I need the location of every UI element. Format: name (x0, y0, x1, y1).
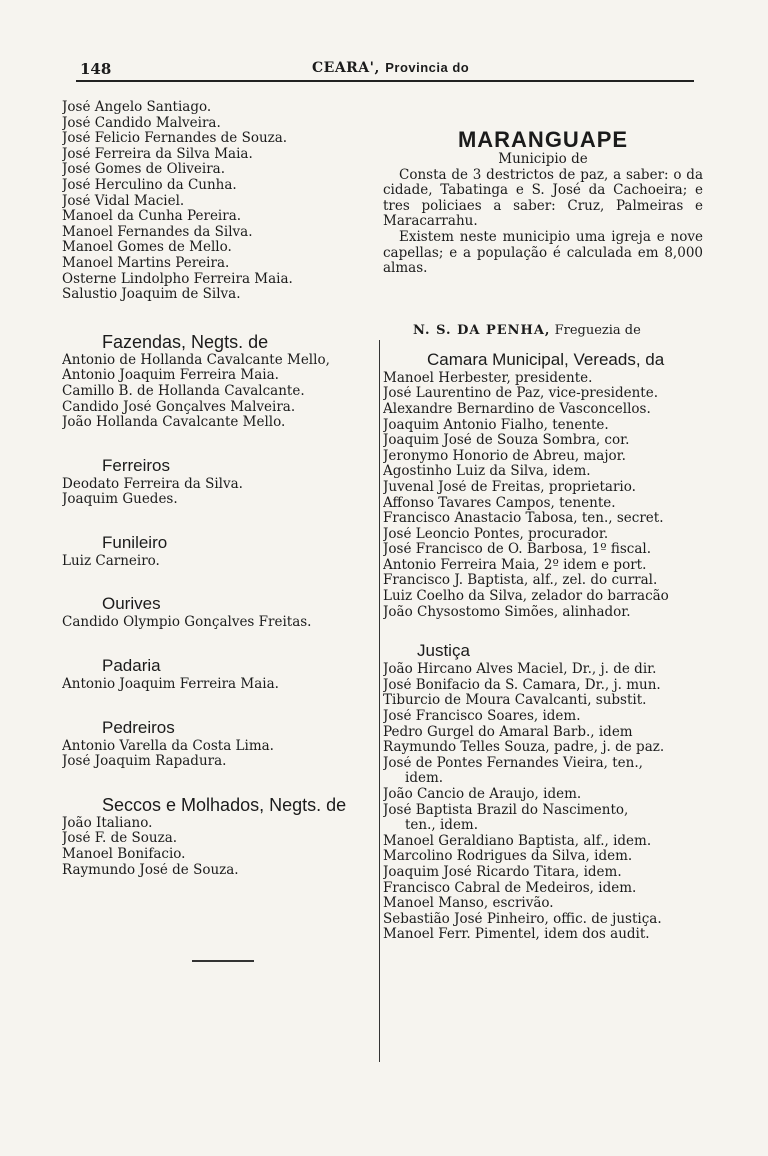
page-number: 148 (80, 60, 112, 78)
list-item: José Felicio Fernandes de Souza. (62, 131, 288, 147)
section-heading: Pedreiros (102, 717, 175, 737)
parish-name: N. S. DA PENHA, (413, 322, 551, 338)
list-item: Juvenal José de Freitas, proprietario. (383, 479, 636, 495)
town-paragraph-2: Existem neste municipio uma igreja e nove capellas; e a população é calculada em 8,000 almas. (383, 228, 703, 277)
list-item: Manoel Fernandes da Silva. (62, 224, 253, 240)
list-item: João Chysostomo Simões, alinhador. (383, 604, 631, 620)
list-item: Manoel Martins Pereira. (62, 255, 230, 271)
list-item: João Italiano. (62, 815, 153, 831)
list-item: Francisco Anastacio Tabosa, ten., secret. (383, 511, 664, 527)
list-item: José Vidal Maciel. (62, 193, 185, 209)
list-item: Sebastião José Pinheiro, offic. de justiça. (383, 911, 662, 927)
list-item: idem. (405, 771, 444, 787)
list-item: José Gomes de Oliveira. (62, 162, 226, 178)
list-item: Manoel Gomes de Mello. (62, 240, 232, 256)
list-item: Antonio Varella da Costa Lima. (62, 738, 274, 754)
intro-names-list (62, 100, 380, 303)
section-heading: Justiça (417, 641, 470, 661)
section-pedreiros (62, 717, 380, 770)
running-title-main: CEARA', (312, 60, 380, 76)
list-item: Jeronymo Honorio de Abreu, major. (383, 448, 626, 464)
list-item: Joaquim Antonio Fialho, tenente. (383, 417, 609, 433)
list-item: Manoel Ferr. Pimentel, idem dos audit. (383, 927, 650, 943)
section-justica (383, 640, 703, 943)
right-column (383, 128, 703, 943)
header-rule (76, 80, 694, 82)
list-item: José Joaquim Rapadura. (62, 754, 227, 770)
section-ferreiros (62, 455, 380, 508)
list-item: Osterne Lindolpho Ferreira Maia. (62, 271, 293, 287)
list-item: Francisco Cabral de Medeiros, idem. (383, 880, 637, 896)
section-funileiro (62, 532, 380, 570)
section-heading: Ourives (102, 594, 161, 614)
list-item: José Francisco Soares, idem. (383, 709, 581, 725)
list-item: José Ferreira da Silva Maia. (62, 146, 253, 162)
section-heading: Seccos e Molhados, Negts. de (102, 794, 347, 815)
column-divider (379, 340, 380, 1062)
list-item: José Bonifacio da S. Camara, Dr., j. mun. (383, 677, 661, 693)
list-item: José Francisco de O. Barbosa, 1º fiscal. (383, 542, 652, 558)
list-item: Raymundo José de Souza. (62, 862, 239, 878)
section-heading: Ferreiros (102, 455, 171, 475)
list-item: Antonio Joaquim Ferreira Maia. (62, 368, 279, 384)
list-item: Agostinho Luiz da Silva, idem. (383, 464, 591, 480)
list-item: Candido Olympio Gonçalves Freitas. (62, 615, 312, 631)
list-item: Pedro Gurgel do Amaral Barb., idem (383, 724, 633, 740)
list-item: José Laurentino de Paz, vice-presidente. (383, 386, 659, 402)
list-item: José Angelo Santiago. (62, 100, 212, 115)
list-item: Deodato Ferreira da Silva. (62, 476, 243, 492)
list-item: Joaquim José de Souza Sombra, cor. (383, 433, 630, 449)
list-item: Alexandre Bernardino de Vasconcellos. (383, 401, 651, 417)
town-title: MARANGUAPE (457, 127, 629, 152)
list-item: José F. de Souza. (62, 831, 178, 847)
section-heading: Camara Municipal, Vereads, da (427, 349, 665, 369)
list-item: Antonio de Hollanda Cavalcante Mello, (62, 352, 330, 368)
list-item: Candido José Gonçalves Malveira. (62, 399, 296, 415)
section-seccos-molhados (62, 794, 380, 878)
list-item: Manoel Geraldiano Baptista, alf., idem. (383, 833, 652, 849)
list-item: Antonio Ferreira Maia, 2º idem e port. (383, 557, 647, 573)
section-heading: Funileiro (102, 532, 168, 552)
list-item: Luiz Carneiro. (62, 553, 160, 569)
section-padaria (62, 655, 380, 693)
running-title (312, 60, 469, 76)
list-item: José Candido Malveira. (62, 115, 221, 131)
list-item: Raymundo Telles Souza, padre, j. de paz. (383, 740, 665, 756)
list-item: Tiburcio de Moura Cavalcanti, substit. (383, 693, 647, 709)
list-item: Salustio Joaquim de Silva. (62, 287, 241, 303)
list-item: Camillo B. de Hollanda Cavalcante. (62, 383, 305, 399)
section-fazendas (62, 331, 380, 431)
list-item: José Herculino da Cunha. (62, 177, 237, 193)
end-rule (192, 960, 254, 962)
list-item: Affonso Tavares Campos, tenente. (383, 495, 616, 511)
section-camara (383, 349, 703, 621)
list-item: Manoel Manso, escrivão. (383, 896, 554, 912)
left-column (62, 100, 380, 878)
list-item: João Hollanda Cavalcante Mello. (62, 415, 286, 431)
town-subtitle: Municipio de (498, 151, 588, 167)
section-ourives (62, 593, 380, 631)
list-item: José Leoncio Pontes, procurador. (383, 526, 609, 542)
list-item: João Cancio de Araujo, idem. (383, 787, 582, 802)
list-item: Luiz Coelho da Silva, zelador do barracão (383, 589, 669, 605)
list-item: Manoel Bonifacio. (62, 847, 186, 863)
list-item: Joaquim José Ricardo Titara, idem. (383, 864, 622, 880)
town-paragraph-1: Consta de 3 destrictos de paz, a saber: o da cidade, Tabatinga e S. José da Cachoeira; e tres policiaes a saber: Cruz, Palmeiras e Maracarrahu. (383, 166, 703, 230)
list-item: José Baptista Brazil do Nascimento, (383, 802, 629, 818)
list-item: Manoel Herbester, presidente. (383, 370, 593, 386)
list-item: Francisco J. Baptista, alf., zel. do curral. (383, 573, 658, 589)
section-heading: Fazendas, Negts. de (102, 331, 269, 352)
running-title-sub: Provincia do (385, 60, 470, 75)
list-item: Marcolino Rodrigues da Silva, idem. (383, 849, 633, 865)
parish-suffix: Freguezia de (554, 322, 641, 338)
section-heading: Padaria (102, 656, 161, 676)
list-item: José de Pontes Fernandes Vieira, ten., (383, 755, 643, 771)
parish-heading (383, 323, 703, 339)
list-item: Antonio Joaquim Ferreira Maia. (62, 677, 279, 693)
list-item: ten., idem. (405, 818, 479, 834)
list-item: João Hircano Alves Maciel, Dr., j. de dir. (383, 662, 657, 678)
list-item: Manoel da Cunha Pereira. (62, 209, 242, 225)
list-item: Joaquim Guedes. (62, 492, 178, 508)
